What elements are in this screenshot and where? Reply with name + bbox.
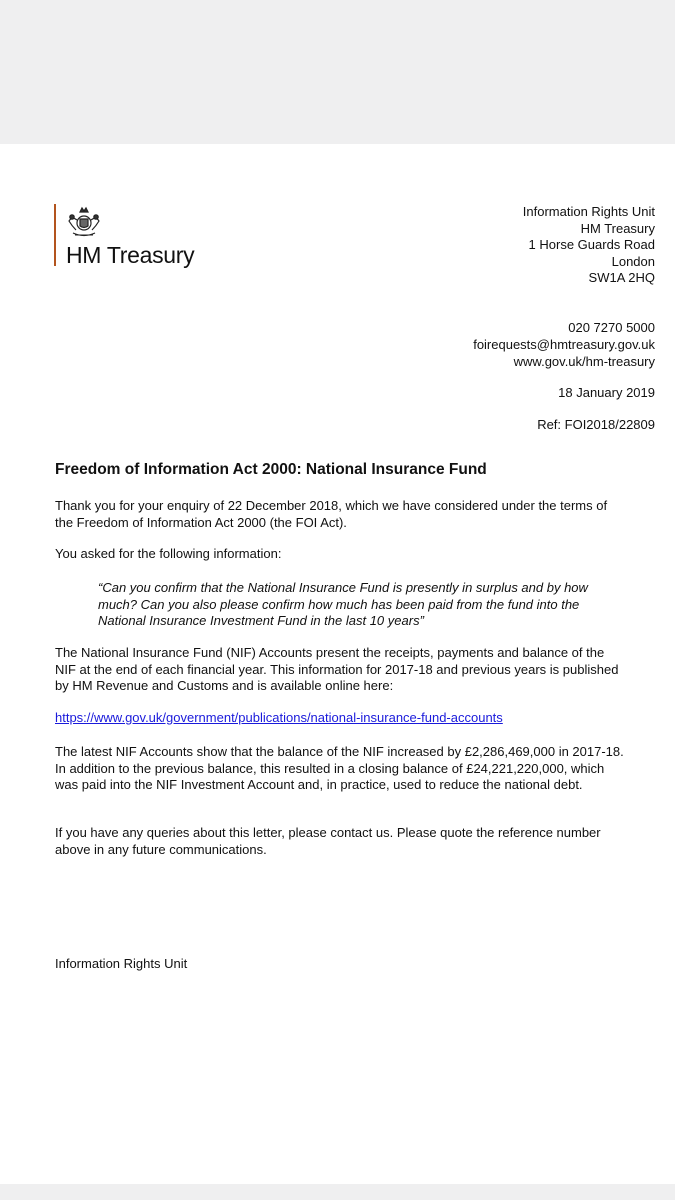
hm-treasury-logo: [54, 204, 195, 268]
letter-reference: Ref: FOI2018/22809: [537, 417, 655, 432]
paragraph-balance: The latest NIF Accounts show that the balance of the NIF increased by £2,286,469,000 in 2017-18. In addition to the previous balance, this resulted in a closing balance of £24,221,220,000, which was paid into the NIF Investment Account and, in practice, used to reduce the national debt.: [55, 744, 624, 792]
address-city: London: [611, 253, 655, 269]
contact-details: [473, 319, 655, 370]
contact-email: foirequests@hmtreasury.gov.uk: [473, 337, 655, 352]
quoted-request: “Can you confirm that the National Insurance Fund is presently in surplus and by how much? Can you also please confirm how much has been paid from the fund into the National Insurance Investment Fund in the last 10 years”: [98, 580, 588, 628]
royal-crest-icon: [66, 204, 102, 238]
letter-page: [0, 144, 675, 1184]
address-org: HM Treasury: [580, 220, 655, 236]
logo-name: HM Treasury: [66, 242, 195, 268]
paragraph-nif-accounts: The National Insurance Fund (NIF) Accounts present the receipts, payments and balance of the NIF at the end of each financial year. This information for 2017-18 and previous years is published by HM Revenue and Customs and is available online here:: [55, 645, 619, 693]
viewer-top-bar: [0, 0, 675, 144]
contact-website: www.gov.uk/hm-treasury: [513, 354, 655, 369]
address-street: 1 Horse Guards Road: [528, 237, 655, 252]
letter-date: 18 January 2019: [558, 385, 655, 400]
address-unit: Information Rights Unit: [522, 204, 655, 219]
paragraph-thanks: Thank you for your enquiry of 22 December 2018, which we have considered under the terms of the Freedom of Information Act 2000 (the FOI Act).: [55, 498, 608, 530]
nif-accounts-link[interactable]: https://www.gov.uk/government/publications/national-insurance-fund-accounts: [55, 710, 503, 725]
paragraph-request: You asked for the following information:: [55, 546, 282, 561]
viewer-bottom-bar: [0, 1184, 675, 1200]
address-postcode: SW1A 2HQ: [588, 270, 655, 285]
paragraph-queries: If you have any queries about this letter, please contact us. Please quote the reference number above in any future communications.: [55, 825, 601, 857]
sender-address: [523, 204, 655, 287]
letter-heading: Freedom of Information Act 2000: National Insurance Fund: [55, 461, 487, 478]
contact-phone: 020 7270 5000: [568, 320, 655, 335]
signoff: Information Rights Unit: [55, 956, 188, 971]
